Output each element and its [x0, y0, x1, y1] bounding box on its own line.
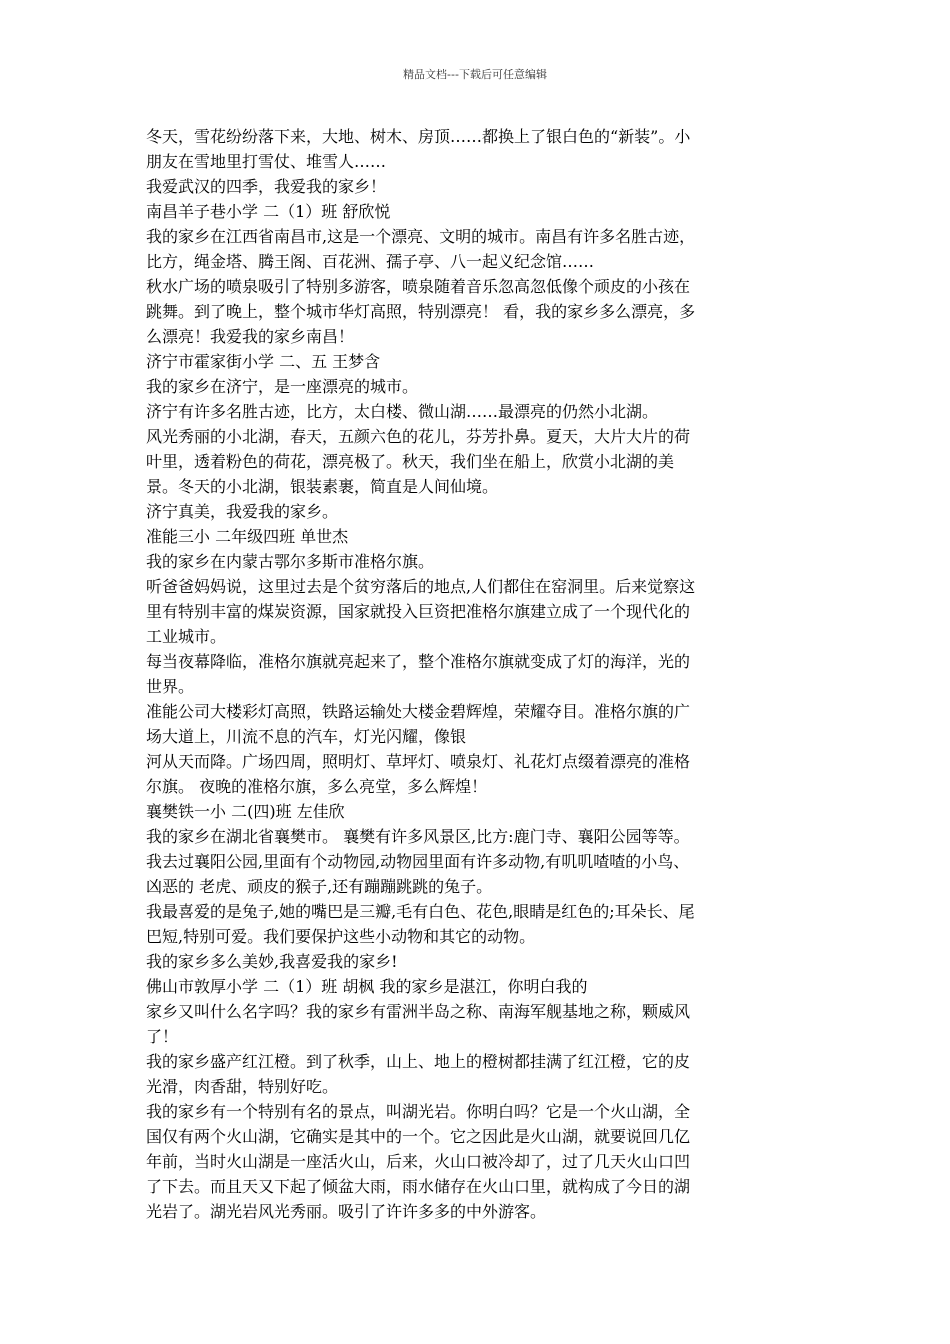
text-line: 我的家乡在江西省南昌市,这是一个漂亮、文明的城市。南昌有许多名胜古迹，: [146, 227, 696, 246]
text-line: 跳舞。到了晚上，整个城市华灯高照，特别漂亮！ 看，我的家乡多么漂亮，多: [146, 302, 696, 321]
text-line: 了！: [146, 1027, 179, 1046]
text-line: 国仅有两个火山湖，它确实是其中的一个。它之因此是火山湖，就要说回几亿: [146, 1127, 691, 1146]
text-line: 光滑，肉香甜，特别好吃。: [146, 1077, 339, 1096]
text-line: 冬天，雪花纷纷落下来，大地、树木、房顶……都换上了银白色的“新装”。小: [146, 127, 691, 146]
page-header: 精品文档---下载后可任意编辑: [403, 68, 547, 81]
text-line: 济宁真美，我爱我的家乡。: [146, 502, 339, 521]
text-line: 叶里，透着粉色的荷花，漂亮极了。秋天，我们坐在船上，欣赏小北湖的美: [146, 452, 675, 471]
text-line: 家乡又叫什么名字吗？我的家乡有雷洲半岛之称、南海军舰基地之称，颗威风: [146, 1002, 691, 1021]
text-line: 济宁市霍家街小学 二、五 王梦含: [146, 352, 381, 371]
text-line: 我的家乡在济宁，是一座漂亮的城市。: [146, 377, 419, 396]
text-line: 工业城市。: [146, 627, 227, 646]
text-line: 场大道上，川流不息的汽车，灯光闪耀，像银: [146, 727, 467, 746]
text-line: 世界。: [146, 677, 195, 696]
text-line: 我的家乡有一个特别有名的景点，叫湖光岩。你明白吗？它是一个火山湖，全: [146, 1102, 691, 1121]
text-line: 景。冬天的小北湖，银装素裹，简直是人间仙境。: [146, 477, 499, 496]
text-line: 么漂亮！我爱我的家乡南昌！: [146, 327, 355, 346]
text-line: 我的家乡多么美妙,我喜爱我的家乡!: [146, 952, 398, 971]
text-line: 我去过襄阳公园,里面有个动物园,动物园里面有许多动物,有叽叽喳喳的小鸟、: [146, 852, 690, 871]
text-line: 济宁有许多名胜古迹，比方，太白楼、微山湖……最漂亮的仍然小北湖。: [146, 402, 659, 421]
text-line: 我的家乡在湖北省襄樊市。 襄樊有许多风景区,比方:鹿门寺、襄阳公园等等。: [146, 827, 690, 846]
text-line: 我的家乡在内蒙古鄂尔多斯市准格尔旗。: [146, 552, 435, 571]
text-line: 朋友在雪地里打雪仗、堆雪人……: [146, 152, 387, 171]
text-line: 年前，当时火山湖是一座活火山，后来，火山口被冷却了，过了几天火山口凹: [146, 1152, 691, 1171]
text-line: 每当夜幕降临，准格尔旗就亮起来了，整个准格尔旗就变成了灯的海洋，光的: [146, 652, 691, 671]
text-line: 我的家乡盛产红江橙。到了秋季，山上、地上的橙树都挂满了红江橙，它的皮: [146, 1052, 691, 1071]
text-line: 风光秀丽的小北湖，春天，五颜六色的花儿，芬芳扑鼻。夏天，大片大片的荷: [146, 427, 691, 446]
text-line: 听爸爸妈妈说，这里过去是个贫穷落后的地点,人们都住在窑洞里。后来觉察这: [146, 577, 696, 596]
text-line: 巴短,特别可爱。我们要保护这些小动物和其它的动物。: [146, 927, 536, 946]
document-body: [146, 124, 806, 1224]
text-line: 佛山市敦厚小学 二（1）班 胡枫 我的家乡是湛江，你明白我的: [146, 977, 588, 996]
text-line: 里有特别丰富的煤炭资源，国家就投入巨资把准格尔旗建立成了一个现代化的: [146, 602, 691, 621]
text-line: 我爱武汉的四季，我爱我的家乡！: [146, 177, 387, 196]
text-line: 比方，绳金塔、腾王阁、百花洲、孺子亭、八一起义纪念馆……: [146, 252, 595, 271]
text-line: 尔旗。 夜晚的准格尔旗，多么亮堂，多么辉煌！: [146, 777, 488, 796]
text-line: 了下去。而且天又下起了倾盆大雨，雨水储存在火山口里，就构成了今日的湖: [146, 1177, 691, 1196]
text-line: 准能三小 二年级四班 单世杰: [146, 527, 349, 546]
text-line: 凶恶的 老虎、顽皮的猴子,还有蹦蹦跳跳的兔子。: [146, 877, 493, 896]
text-line: 南昌羊子巷小学 二（1）班 舒欣悦: [146, 202, 391, 221]
text-line: 光岩了。湖光岩风光秀丽。吸引了许许多多的中外游客。: [146, 1202, 547, 1221]
text-line: 襄樊铁一小 二(四)班 左佳欣: [146, 802, 345, 821]
text-line: 秋水广场的喷泉吸引了特别多游客，喷泉随着音乐忽高忽低像个顽皮的小孩在: [146, 277, 691, 296]
text-line: 我最喜爱的是兔子,她的嘴巴是三瓣,毛有白色、花色,眼睛是红色的;耳朵长、尾: [146, 902, 695, 921]
text-line: 河从天而降。广场四周，照明灯、草坪灯、喷泉灯、礼花灯点缀着漂亮的准格: [146, 752, 691, 771]
text-line: 准能公司大楼彩灯高照，铁路运输处大楼金碧辉煌，荣耀夺目。准格尔旗的广: [146, 702, 691, 721]
